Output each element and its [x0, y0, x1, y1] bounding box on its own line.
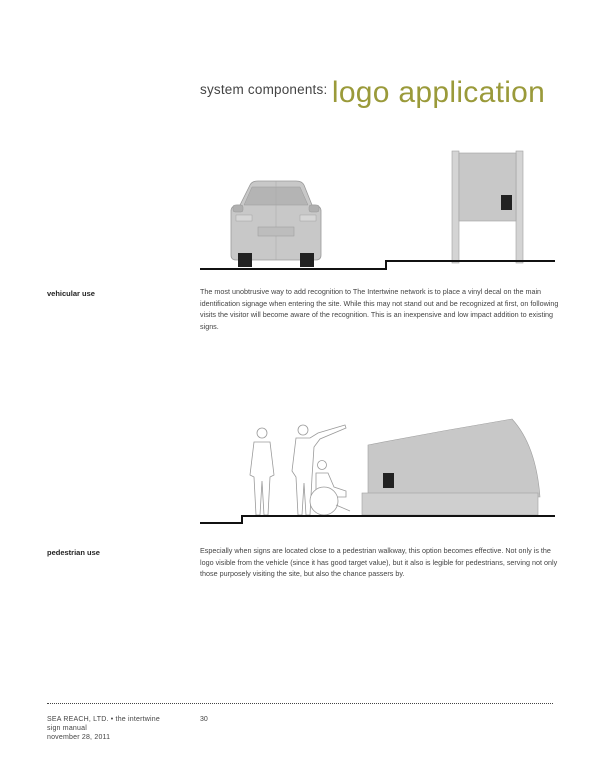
header-prefix: system components:	[200, 82, 328, 97]
entry-sign-icon	[452, 151, 523, 263]
page-title: logo application	[331, 76, 546, 109]
logo-decal-icon	[501, 195, 512, 210]
section-label-vehicular: vehicular use	[47, 289, 95, 298]
monument-sign-icon	[362, 419, 540, 515]
footer-date: november 28, 2011	[47, 733, 111, 741]
footer-info	[47, 716, 160, 742]
footer-company: SEA REACH, LTD. • the intertwine	[47, 716, 160, 723]
section-text-vehicular: The most unobtrusive way to add recognition to The Intertwine network is to place a vinyl decal on the main identification signage when entering the site. While this may not stand out and be recognized at first, on following visits the visitor will become aware of the recognition. This is an inexpensive and low impact addition to existing signs.	[200, 287, 559, 331]
pedestrian-illustration	[200, 415, 555, 530]
footer-doc: sign manual	[47, 724, 87, 732]
footer-divider	[47, 703, 553, 704]
pedestrians-icon	[250, 425, 350, 515]
section-text-pedestrian: Especially when signs are located close to a pedestrian walkway, this option becomes effective. Not only is the logo visible from the vehicle (since it has good target value), but it also is legible for pedestrians, serving not only those purposely visiting the site, but also the chance passers by.	[200, 546, 558, 578]
page-header	[200, 76, 560, 110]
vehicular-illustration	[200, 145, 555, 275]
page-number: 30	[200, 716, 208, 723]
logo-decal-icon	[383, 473, 394, 488]
section-label-pedestrian: pedestrian use	[47, 548, 100, 557]
car-icon	[231, 181, 321, 267]
